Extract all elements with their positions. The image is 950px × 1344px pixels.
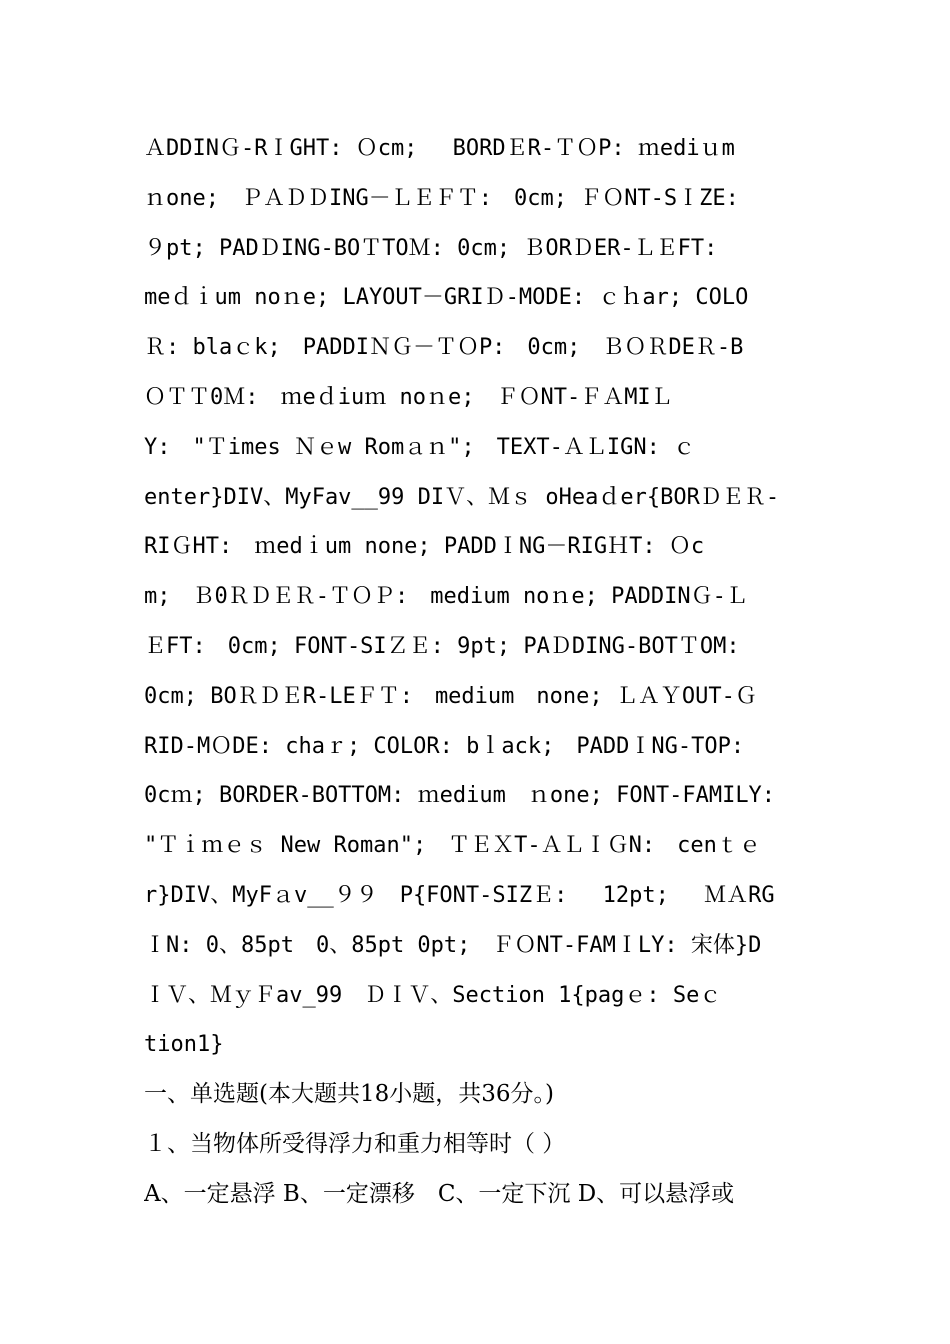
css-residue-line-2: ｎone; ＰＡＤＤING－ＬＥＦＴ: 0cm; ＦＯNT-SＩZE:	[144, 185, 739, 211]
question-1-options: A、一定悬浮 B、一定漂移 C、一定下沉 D、可以悬浮或	[144, 1180, 735, 1207]
css-residue-line-11: ＥFT: 0cm; FONT-SIＺＥ: 9pt; PAＤDING-BOTＴOM:	[144, 633, 740, 659]
css-residue-line-18: ＩＶ、ＭｙＦav_99 ＤＩＶ、Section 1{pagｅ: Seｃ	[144, 982, 722, 1008]
css-residue-line-8: enter}DIV、MyFav__99 DIＶ、Ｍｓ oHeaｄer{BORＤＥＲ-	[144, 484, 780, 510]
css-residue-line-10: m; Ｂ0ＲＤＥＲ-ＴＯＰ: medium noｎe; PADDINＧ-Ｌ	[144, 584, 748, 610]
css-residue-line-19: tion1}	[144, 1032, 224, 1058]
section-heading: 一、单选题(本大题共18小题，共36分。)	[144, 1081, 554, 1108]
css-residue-line-7: Y: "Ｔimes Ｎｅw Romａｎ"; TEXT-ＡＬIGN: ｃ	[144, 434, 696, 460]
css-residue-line-16: r}DIV、MyFａv__９９ P{FONT-SIZＥ: 12pt; ＭＡRG	[144, 882, 775, 908]
css-residue-line-6: ＯＴＴ0Ｍ: ｍeｄiuｍ noｎe; ＦＯNT-ＦＡMIＬ	[144, 384, 673, 410]
css-residue-line-13: RID-MＯDE: chaｒ; COLOR: bｌack; PADDＩNG-TOP:	[144, 733, 745, 759]
css-residue-line-14: 0cｍ; BORDER-BOTTOM: ｍedium ｎone; FONT-FAMILY:	[144, 783, 776, 809]
css-residue-line-3: ９pt; PADＤING-BOＴTOＭ: 0cm; ＢORＤER-ＬＥFT:	[144, 235, 718, 261]
css-residue-line-4: meｄｉum noｎe; LAYOUT－GRIＤ-MODE: ｃｈar; COLO	[144, 285, 749, 311]
css-residue-line-12: 0cm; BOＲＤＥR-LEＦＴ: medium none; ＬＡＹOUT-Ｇ	[144, 683, 757, 709]
question-1-text: １、当物体所受得浮力和重力相等时（ ）	[144, 1130, 566, 1157]
css-residue-line-15: "Ｔｉｍｅｓ New Roman"; ＴＥＸT-ＡＬＩＧN: cenｔｅ	[144, 833, 761, 859]
css-residue-line-5: Ｒ: blaｃk; PADDIＮＧ－ＴＯP: 0cm; ＢＯＲDEＲ-B	[144, 335, 744, 361]
css-residue-line-17: ＩN: 0、85pt 0、85pt 0pt; ＦＯNT-FAMＩLY: 宋体}D	[144, 932, 762, 958]
css-residue-line-1: ＡDDINＧ-RＩGHT: Ｏcm; BORDＥR-ＴＯP: ｍediｕm	[144, 136, 735, 161]
css-residue-line-9: RIＧHT: ｍedｉum none; PADDＩNG－RIGＨT: Ｏc	[144, 534, 705, 560]
document-body	[144, 124, 814, 1220]
